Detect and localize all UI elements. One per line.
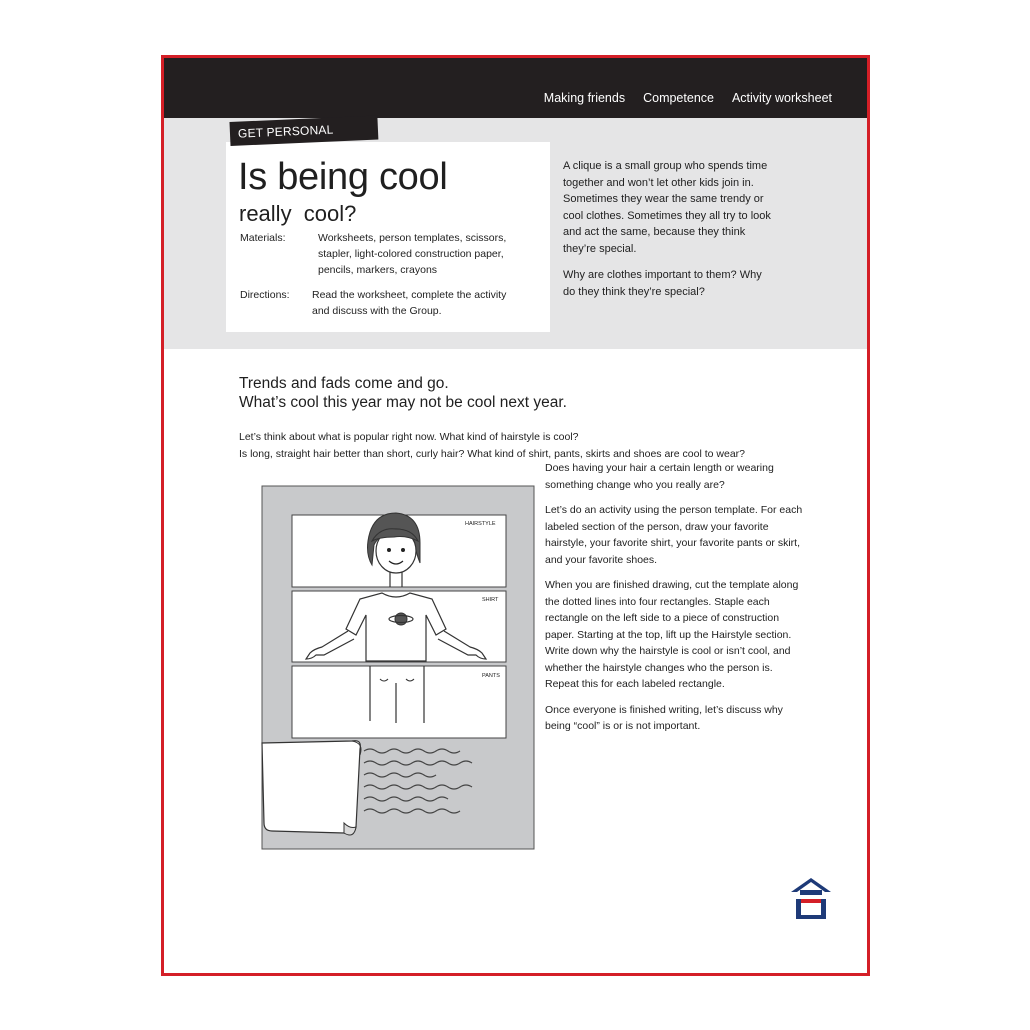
intro-line-1: Let’s think about what is popular right now. What kind of hairstyle is cool? bbox=[239, 431, 579, 443]
top-nav bbox=[544, 91, 832, 105]
subheading-line-1: Trends and fads come and go. bbox=[239, 375, 449, 392]
left-eye bbox=[387, 548, 391, 552]
shirt-label: SHIRT bbox=[482, 597, 499, 603]
nav-activity-worksheet[interactable]: Activity worksheet bbox=[731, 91, 832, 105]
pants-label: PANTS bbox=[482, 673, 500, 679]
section-subheading bbox=[239, 374, 659, 412]
page-subtitle: really cool? bbox=[239, 201, 357, 226]
intro-text bbox=[239, 429, 799, 462]
paragraph-discuss: Once everyone is finished writing, let’s discuss why being “cool” is or is not important. bbox=[545, 703, 783, 732]
right-eye bbox=[401, 548, 405, 552]
worksheet-frame bbox=[161, 55, 870, 976]
directions-label: Directions: bbox=[240, 289, 290, 301]
logo-roof bbox=[791, 878, 831, 892]
top-bar bbox=[164, 58, 867, 118]
nav-competence[interactable]: Competence bbox=[643, 91, 714, 105]
clique-paragraph-1: A clique is a small group who spends time together and won’t let other kids join in. Sometimes they wear the same trendy or cool clothes. Sometimes they all try to look and act the same, because they think they’re special. bbox=[563, 160, 771, 255]
hairstyle-label: HAIRSTYLE bbox=[465, 521, 496, 527]
subheading-line-2: What’s cool this year may not be cool next year. bbox=[239, 394, 567, 411]
directions-value: Read the worksheet, complete the activity and discuss with the Group. bbox=[312, 289, 507, 317]
materials-label: Materials: bbox=[240, 232, 286, 244]
paragraph-activity: Let’s do an activity using the person template. For each labeled section of the person, draw your favorite hairstyle, your favorite shirt, your favorite pants or skirt, and your favorite shoes. bbox=[545, 504, 803, 566]
materials-value: Worksheets, person templates, scissors, stapler, light-colored construction paper, pencils, markers, crayons bbox=[318, 232, 507, 276]
paragraph-finished: When you are finished drawing, cut the template along the dotted lines into four rectangles. Staple each rectangle on the left side to a piece of construction paper. Starting at the top, lift up the Hairstyle section. Write down why the hairstyle is cool or isn’t cool, and whether the hairstyle changes who the person is. Repeat this for each labeled rectangle. bbox=[545, 579, 799, 690]
person-template-illustration bbox=[260, 483, 550, 853]
paragraph-hair-length: Does having your hair a certain length or wearing something change who you really are? bbox=[545, 462, 774, 491]
clique-text bbox=[563, 158, 773, 310]
house-logo-icon bbox=[789, 876, 833, 922]
nav-making-friends[interactable]: Making friends bbox=[543, 91, 626, 105]
planet-icon bbox=[395, 613, 407, 625]
logo-bar-top bbox=[800, 890, 822, 895]
instructions-column bbox=[545, 460, 805, 744]
intro-line-2: Is long, straight hair better than short, curly hair? What kind of shirt, pants, skirts and shoes are cool to wear? bbox=[239, 447, 745, 460]
lifted-flap bbox=[262, 741, 360, 834]
clique-paragraph-2: Why are clothes important to them? Why do they think they’re special? bbox=[563, 269, 762, 298]
pants-rectangle bbox=[292, 666, 506, 738]
logo-base bbox=[796, 915, 826, 919]
page-title: Is being cool bbox=[238, 156, 448, 198]
section-tag: GET PERSONAL bbox=[229, 116, 378, 146]
